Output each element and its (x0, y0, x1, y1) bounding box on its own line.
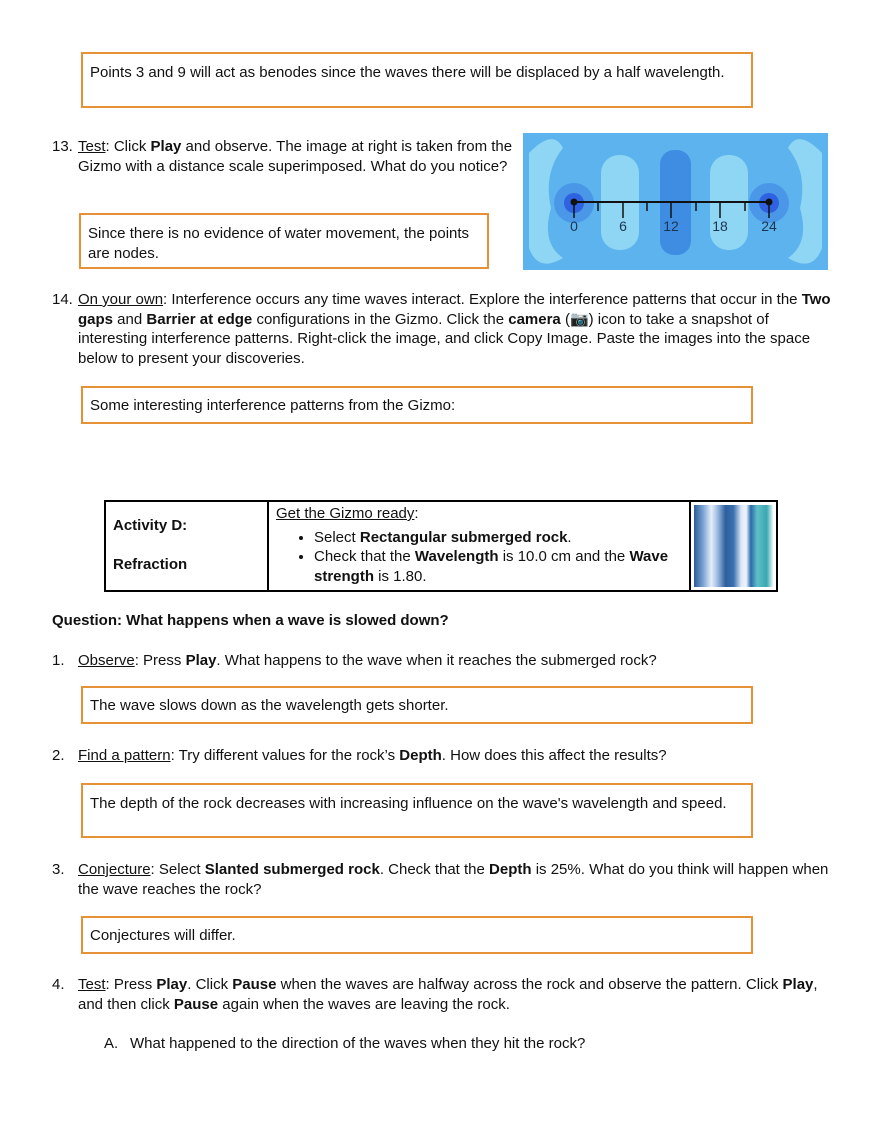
text-segment: . How does this affect the results? (441, 747, 667, 764)
answer-text: The depth of the rock decreases with increasing influence on the wave's wavelength and speed. (90, 795, 727, 812)
question-number: 13. (52, 138, 73, 155)
text-segment: Conjecture (78, 861, 151, 878)
scale-label: 18 (712, 218, 728, 234)
activity-title: Activity D: (113, 517, 188, 534)
text-segment: and observe. The image at right is taken from the Gizmo with a distance scale superimposed. What do you notice? (78, 138, 513, 175)
question-number: 1. (52, 652, 65, 669)
question-4-text (78, 975, 838, 1014)
text-segment: Depth (489, 861, 532, 878)
scale-label: 6 (619, 218, 627, 234)
question-number: 3. (52, 861, 65, 878)
text-segment: Check that the (314, 548, 415, 565)
text-segment: : Interference occurs any time waves interact. Explore the interference patterns that occur in the (163, 291, 802, 308)
refraction-image (694, 505, 773, 587)
activity-instructions-cell (268, 501, 690, 591)
question-14-text (78, 290, 838, 368)
subquestion-a-text: What happened to the direction of the waves when they hit the rock? (130, 1035, 586, 1052)
ready-heading: Get the Gizmo ready (276, 505, 415, 522)
text-segment: Wavelength (414, 548, 499, 565)
text-segment: , and then click (78, 976, 818, 1013)
question-number: 14. (52, 291, 73, 308)
text-segment: Find a pattern (78, 747, 171, 764)
answer-box-1[interactable] (81, 686, 753, 724)
text-segment: is 1.80. (374, 567, 427, 585)
text-segment: Observe (78, 652, 135, 669)
text-segment: when the waves are halfway across the rock and observe the pattern. Click (276, 976, 783, 993)
question-number: 4. (52, 976, 65, 993)
answer-text: Since there is no evidence of water movement, the points are nodes. (88, 225, 470, 262)
answer-box-2[interactable] (81, 783, 753, 838)
camera-icon: 📷 (569, 310, 589, 328)
text-segment: : Click (105, 138, 151, 155)
question-1-text (78, 651, 838, 671)
text-segment: Depth (399, 747, 442, 764)
text-segment: Pause (173, 995, 219, 1013)
text-segment: Wave strength (314, 548, 669, 585)
question-heading: Question: What happens when a wave is slowed down? (52, 612, 449, 629)
text-segment: Barrier at edge (146, 310, 253, 328)
question-number: 2. (52, 747, 65, 764)
answer-box-3[interactable] (81, 916, 753, 954)
activity-image-cell (690, 501, 777, 591)
text-segment: : Select (150, 861, 205, 878)
text-segment: Slanted submerged rock (204, 861, 380, 878)
text-segment: . Check that the (379, 861, 490, 878)
scale-label: 12 (663, 218, 679, 234)
ready-list (276, 528, 689, 587)
ready-item (314, 528, 689, 548)
answer-box-q12[interactable] (81, 52, 753, 108)
text-segment: . (567, 528, 572, 546)
wave-interference-image (523, 133, 828, 270)
answer-text: Some interesting interference patterns from the Gizmo: (90, 397, 456, 414)
question-2-text (78, 746, 838, 766)
text-segment: Test (78, 976, 106, 993)
text-segment: ( (560, 310, 570, 328)
text-segment: Play (782, 976, 814, 993)
text-segment: Select (314, 528, 360, 546)
answer-text: Conjectures will differ. (90, 927, 236, 944)
question-13-text (78, 137, 518, 176)
text-segment: Rectangular submerged rock (359, 528, 568, 546)
text-segment: : Try different values for the rock’s (170, 747, 400, 764)
text-segment: Play (150, 138, 182, 155)
colon: : (414, 505, 419, 522)
text-segment: Test (78, 138, 106, 155)
text-segment: camera (508, 310, 561, 328)
activity-header-table (104, 500, 778, 592)
text-segment: Pause (232, 976, 277, 993)
text-segment: On your own (78, 291, 164, 308)
scale-label: 24 (761, 218, 777, 234)
text-segment: ) icon to take a snapshot of interesting interference patterns. Right-click the image, and click Copy Image. Paste the images into the space below to present your discoveries. (78, 310, 811, 367)
text-segment: . What happens to the wave when it reaches the submerged rock? (216, 652, 657, 669)
text-segment: . Click (187, 976, 233, 993)
ready-item (314, 547, 689, 586)
answer-box-q13[interactable] (79, 213, 489, 269)
text-segment: : Press (134, 652, 186, 669)
text-segment: is 25%. What do you think will happen when the wave reaches the rock? (78, 861, 829, 898)
subquestion-letter: A. (104, 1035, 119, 1052)
text-segment: again when the waves are leaving the rock. (218, 995, 510, 1013)
scale-label: 0 (570, 218, 578, 234)
text-segment: Two gaps (78, 291, 831, 328)
point-marker (571, 199, 578, 206)
text-segment: configurations in the Gizmo. Click the (252, 310, 509, 328)
text-segment: Play (185, 652, 217, 669)
text-segment: : Press (105, 976, 157, 993)
answer-text: The wave slows down as the wavelength gets shorter. (90, 697, 449, 714)
text-segment: is 10.0 cm and the (498, 548, 630, 565)
point-marker (766, 199, 773, 206)
text-segment: and (113, 310, 147, 328)
question-3-text (78, 860, 838, 899)
activity-subtitle: Refraction (113, 555, 188, 573)
answer-text: Points 3 and 9 will act as benodes since the waves there will be displaced by a half wavelength. (90, 64, 725, 81)
text-segment: Play (156, 976, 188, 993)
answer-box-q14[interactable] (81, 386, 753, 424)
activity-title-cell (105, 501, 268, 591)
